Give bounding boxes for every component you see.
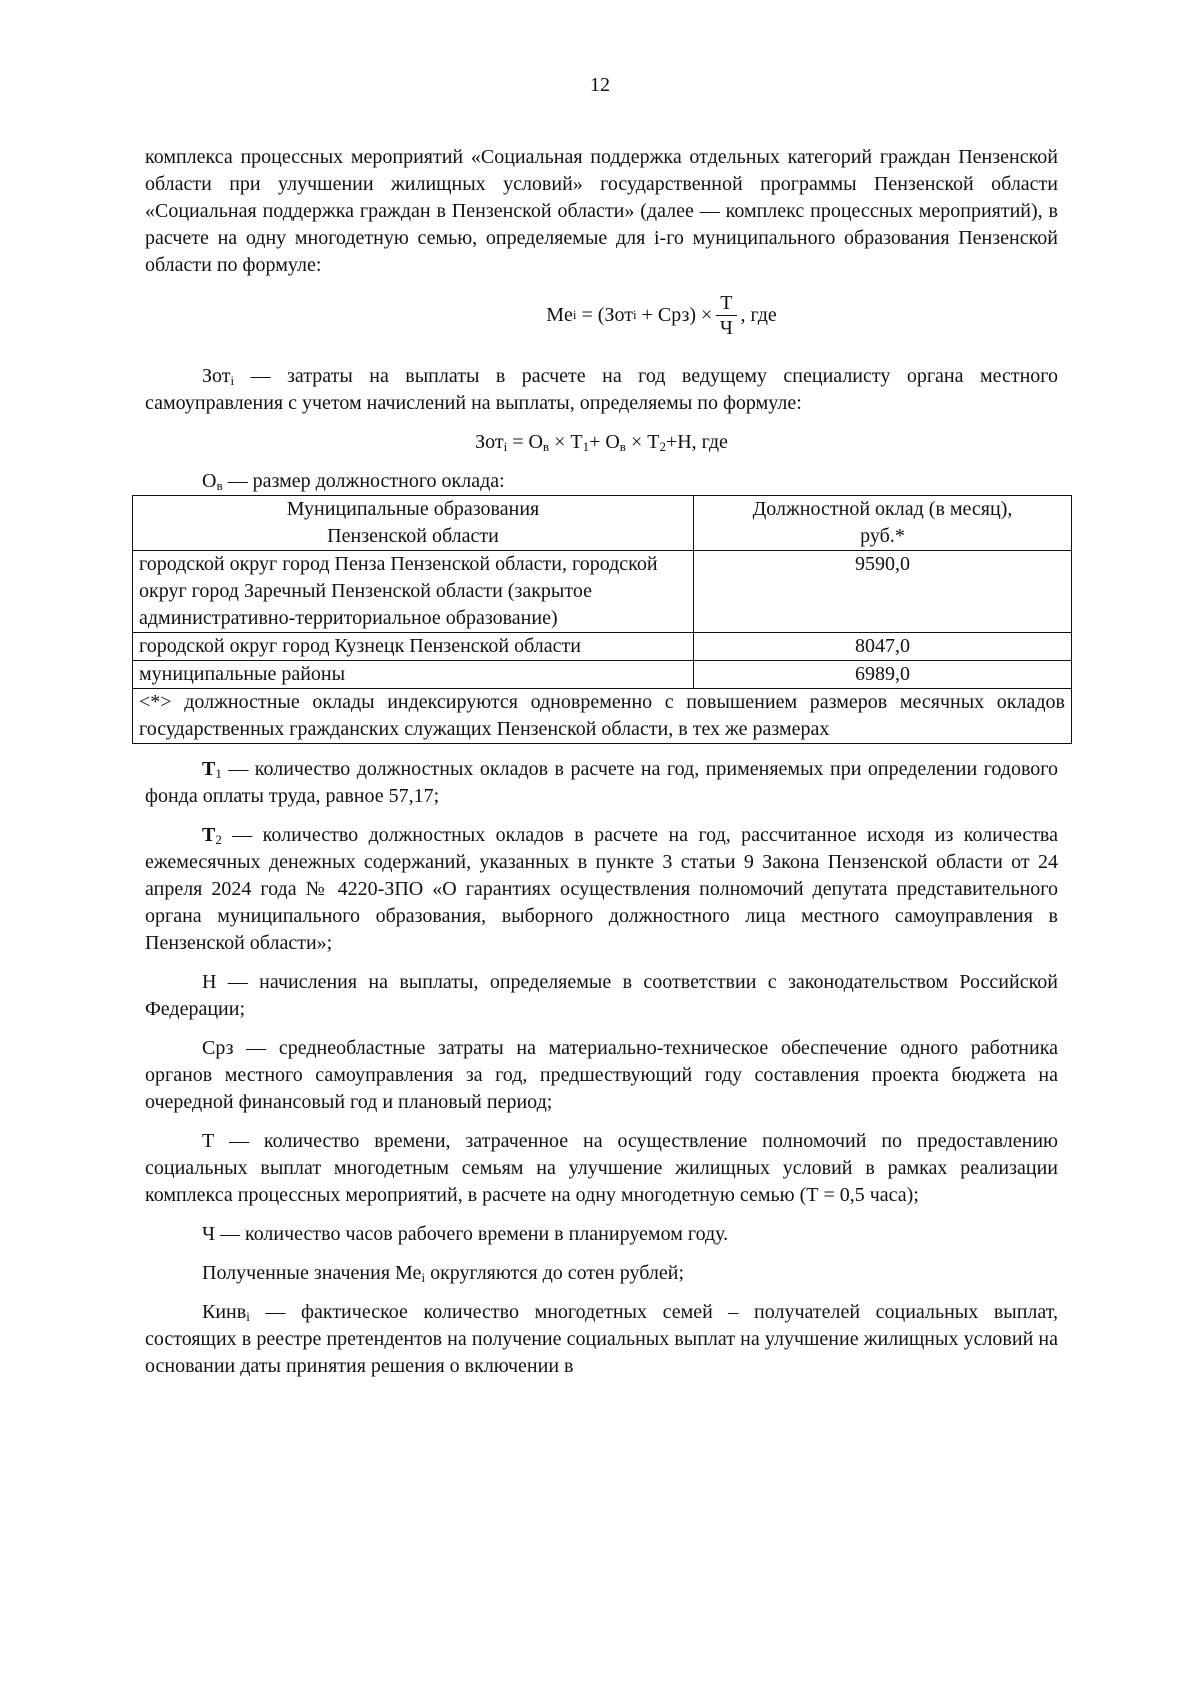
header-municipalities: Муниципальные образования Пензенской области bbox=[133, 496, 694, 551]
intro-paragraph: комплекса процессных мероприятий «Социальная поддержка отдельных категорий граждан Пензенской области при улучшении жилищных условий» государственной программы Пензенской области «Социальная поддержка граждан в Пензенской области» (далее — комплекс процессных мероприятий), в расчете на одну многодетную семью, определяемые для i-го муниципального образования Пензенской области по формуле: bbox=[145, 146, 1058, 276]
row-salary: 8047,0 bbox=[694, 633, 1072, 661]
table-row bbox=[133, 633, 1072, 661]
table-row bbox=[133, 551, 1072, 633]
header-salary: Должностной оклад (в месяц), руб.* bbox=[694, 496, 1072, 551]
table-footnote-row bbox=[133, 689, 1072, 744]
salary-table bbox=[132, 495, 1072, 744]
row-municipality: городской округ город Пенза Пензенской области, городской округ город Заречный Пензенской области (закрытое административно-территориальное образование) bbox=[133, 551, 694, 633]
formula-zot: $Зот_i = О_в \times Т_1+ О_в \times Т_2+Н$, где bbox=[475, 431, 728, 454]
ch-definition: Ч — количество часов рабочего времени в планируемом году. bbox=[202, 1223, 729, 1245]
document-body bbox=[139, 144, 1065, 1380]
fraction-t-over-ch: $\frac{Т}{Ч}$ bbox=[716, 291, 736, 340]
row-salary: 6989,0 bbox=[694, 661, 1072, 689]
row-municipality: муниципальные районы bbox=[133, 661, 694, 689]
kinv-definition: Кинв$_i$ — фактическое количество многодетных семей – получателей социальных выплат, состоящих в реестре претендентов на получение социальных выплат на улучшение жилищных условий на основании даты принятия решения о включении в bbox=[145, 1301, 1058, 1377]
page-number: 12 bbox=[590, 74, 610, 96]
srz-definition: Срз — среднеобластные затраты на материально-техническое обеспечение одного работника органов местного самоуправления за год, предшествующий году составления проекта бюджета на очередной финансовый год и плановый период; bbox=[145, 1037, 1058, 1113]
table-footnote: <*> должностные оклады индексируются одновременно с повышением размеров месячных окладов государственных гражданских служащих Пензенской области, в тех же размерах bbox=[133, 689, 1072, 744]
formula-me: Me i = (Зот i + Срз) × $\frac{Т}{Ч}$ , где bbox=[546, 291, 777, 339]
rounding-note: Полученные значения $Ме_i$ округляются до сотен рублей; bbox=[202, 1262, 684, 1285]
table-header-row bbox=[133, 496, 1072, 551]
ov-definition: $О_в$ — размер должностного оклада: bbox=[202, 470, 505, 493]
row-salary: 9590,0 bbox=[694, 551, 1072, 633]
zot-definition: Зот$_i$ — затраты на выплаты в расчете на год ведущему специалисту органа местного самоуправления с учетом начислений на выплаты, определяемы по формуле: bbox=[145, 365, 1058, 414]
row-municipality: городской округ город Кузнецк Пензенской области bbox=[133, 633, 694, 661]
t2-definition: $Т_2$ — количество должностных окладов в расчете на год, рассчитанное исходя из количества ежемесячных денежных содержаний, указанных в пункте 3 статьи 9 Закона Пензенской области от 24 апреля 2024 года № 4220-ЗПО «О гарантиях осуществления полномочий депутата представительного органа муниципального образования, выборного должностного лица местного самоуправления в Пензенской области»; bbox=[145, 824, 1058, 954]
t-definition: Т — количество времени, затраченное на осуществление полномочий по предоставлению социальных выплат многодетным семьям на улучшение жилищных условий в рамках реализации комплекса процессных мероприятий, в расчете на одну многодетную семью (Т = 0,5 часа); bbox=[145, 1130, 1058, 1206]
t1-definition: $Т_1$ — количество должностных окладов в расчете на год, применяемых при определении годового фонда оплаты труда, равное 57,17; bbox=[145, 758, 1058, 807]
table-row bbox=[133, 661, 1072, 689]
n-definition: Н — начисления на выплаты, определяемые в соответствии с законодательством Российской Федерации; bbox=[145, 971, 1058, 1020]
